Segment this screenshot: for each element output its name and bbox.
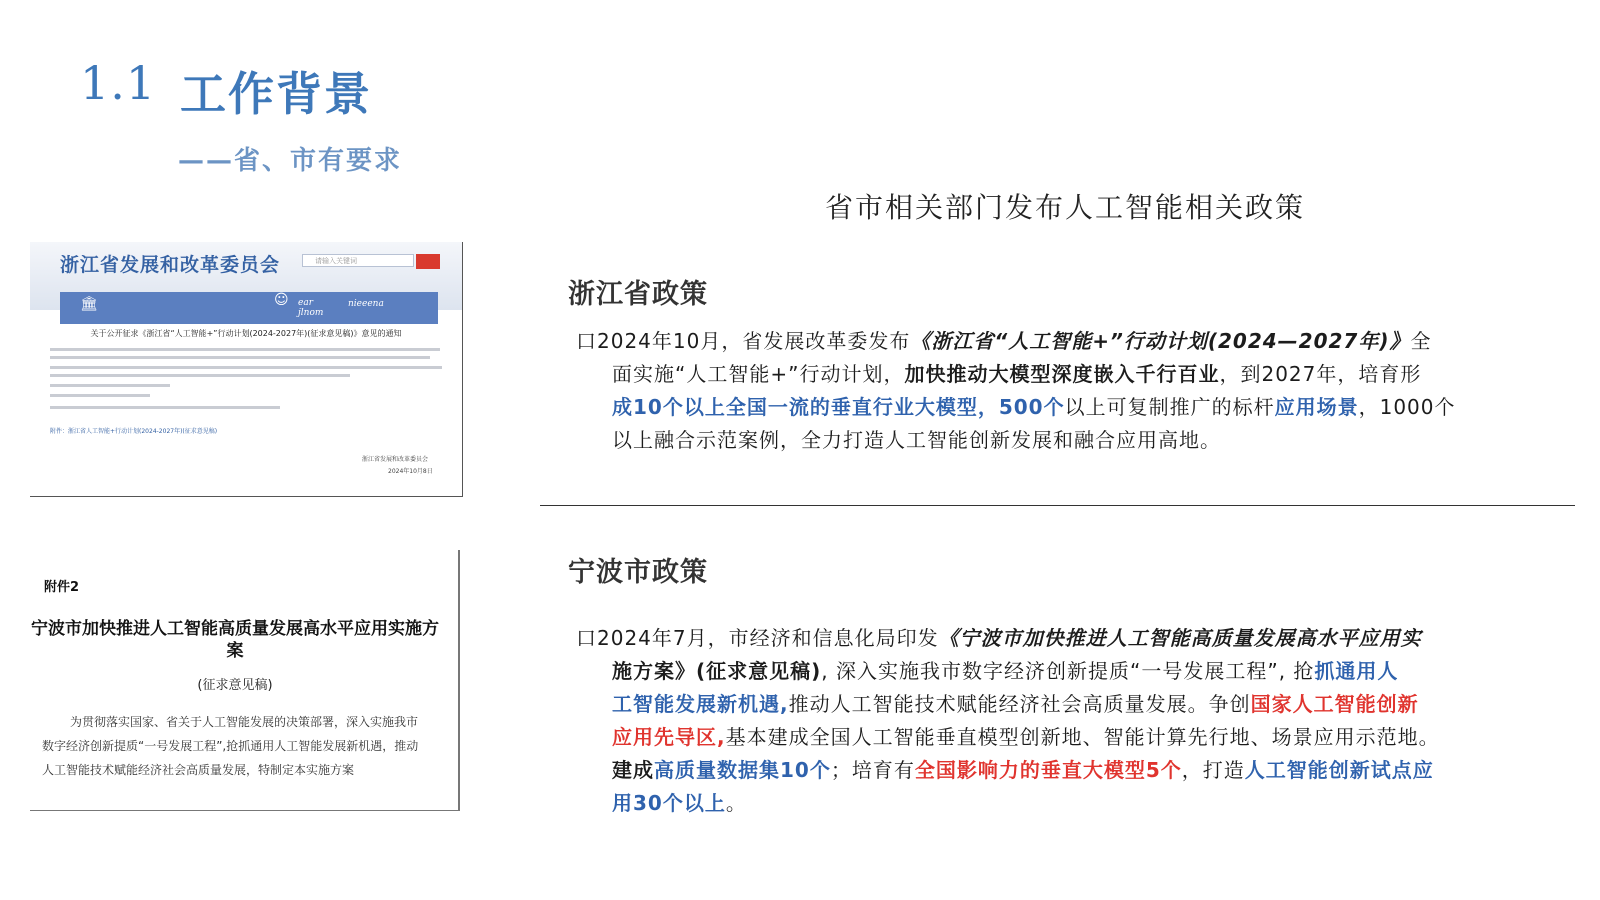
zj-highlight-llm: 加快推动大模型深度嵌入千行百业 bbox=[904, 362, 1220, 386]
nb-line-3 bbox=[576, 688, 1528, 721]
doc1-text-line bbox=[50, 356, 430, 359]
section-number: 1.1 bbox=[80, 56, 157, 110]
ningbo-policy-paragraph bbox=[576, 622, 1528, 820]
ningbo-plan-document-image bbox=[30, 550, 460, 811]
zj-highlight-scenes: 应用场景 bbox=[1274, 395, 1359, 419]
nb-highlight-vertical-models: 全国影响力的垂直大模型5个 bbox=[914, 758, 1182, 782]
nb-policy-title-1: 《宁波市加快推进人工智能高质量发展高水平应用实 bbox=[938, 626, 1422, 650]
section-divider bbox=[540, 505, 1575, 506]
doc1-text-line bbox=[50, 406, 280, 409]
nb-highlight-pilot-zone: 应用先导区, bbox=[612, 725, 726, 749]
nb-policy-title-2: 施方案》(征求意见稿) bbox=[612, 659, 822, 683]
doc1-text-line bbox=[50, 348, 440, 351]
nb-text-19: 。 bbox=[725, 791, 747, 815]
nb-line-2 bbox=[576, 655, 1528, 688]
nb-text-12: 建成 bbox=[612, 758, 654, 782]
nb-highlight-pilots-count: 用30个以上 bbox=[612, 791, 726, 815]
nb-line-6 bbox=[576, 787, 1528, 820]
doc1-search-button bbox=[416, 254, 440, 269]
nb-highlight-opportunity: 工智能发展新机遇, bbox=[612, 692, 789, 716]
doc1-org-name: 浙江省发展和改革委员会 bbox=[60, 254, 281, 276]
nb-text-1: 口2024年7月，市经济和信息化局印发 bbox=[576, 626, 939, 650]
doc2-title: 宁波市加快推进人工智能高质量发展高水平应用实施方案 bbox=[31, 619, 439, 661]
zj-text-8: 以上可复制推广的标杆 bbox=[1064, 395, 1275, 419]
doc2-attachment-label: 附件2 bbox=[44, 580, 80, 595]
doc1-text-line bbox=[50, 394, 150, 397]
doc1-signature-org: 浙江省发展和改革委员会 bbox=[362, 456, 429, 463]
zhejiang-policy-heading: 浙江省政策 bbox=[568, 279, 708, 310]
doc2-body: 为贯彻落实国家、省关于人工智能发展的决策部署，深入实施我市数字经济创新提质“一号发展工程”,抢抓通用人工智能发展新机遇，推动人工智能技术赋能经济社会高质量发展，特制定本实施方案 bbox=[42, 715, 419, 777]
zj-line-3 bbox=[576, 391, 1528, 424]
doc1-text-line bbox=[50, 374, 350, 377]
zj-highlight-models: 成10个以上全国一流的垂直行业大模型，500个 bbox=[612, 395, 1065, 419]
main-heading: 省市相关部门发布人工智能相关政策 bbox=[824, 191, 1305, 224]
nb-text-8: 推动人工智能技术赋能经济社会高质量发展。争创 bbox=[788, 692, 1251, 716]
nb-text-16: ，打造 bbox=[1181, 758, 1245, 782]
zj-text-10: ，1000个 bbox=[1358, 395, 1456, 419]
nb-highlight-datasets: 高质量数据集10个 bbox=[654, 758, 831, 782]
doc1-nav-handwriting-2: nieeena bbox=[348, 299, 384, 309]
doc2-subtitle: (征求意见稿) bbox=[197, 678, 273, 693]
nb-line-4 bbox=[576, 721, 1528, 754]
doc1-search-box: 请输入关键词 bbox=[302, 254, 414, 267]
nb-text-14: ；培育有 bbox=[830, 758, 915, 782]
ningbo-policy-heading: 宁波市政策 bbox=[568, 557, 708, 588]
zj-line-4: 以上融合示范案例，全力打造人工智能创新发展和融合应用高地。 bbox=[612, 428, 1221, 452]
nb-text-4: , 深入实施我市数字经济创新提质“一号发展工程” bbox=[821, 659, 1279, 683]
zj-text-3: 全 bbox=[1410, 329, 1432, 353]
doc1-notice-title: 关于公开征求《浙江省“人工智能+”行动计划(2024-2027年)(征求意见稿)》意见的通知 bbox=[90, 329, 402, 338]
zj-text-6: ，到2027年，培育形 bbox=[1219, 362, 1422, 386]
section-subtitle: ——省、市有要求 bbox=[178, 146, 403, 176]
nb-line-5 bbox=[576, 754, 1528, 787]
zj-text-1: 口2024年10月，省发展改革委发布 bbox=[576, 329, 911, 353]
zhejiang-drc-notice-image bbox=[30, 242, 463, 497]
nb-highlight-general-ai: 抓通用人 bbox=[1314, 659, 1399, 683]
doc1-text-line bbox=[50, 366, 442, 369]
doc1-signature-date: 2024年10月8日 bbox=[388, 468, 433, 475]
section-title: 工作背景 bbox=[180, 67, 372, 121]
zhejiang-policy-paragraph bbox=[576, 325, 1528, 457]
doc1-nav-handwriting-1: ear jlnom bbox=[298, 298, 324, 318]
nb-text-11: 基本建成全国人工智能垂直模型创新地、智能计算先行地、场景应用示范地。 bbox=[725, 725, 1440, 749]
zj-policy-title: 《浙江省“人工智能+”行动计划(2024—2027年)》 bbox=[910, 329, 1411, 353]
doc1-attachment-link: 附件：浙江省人工智能+行动计划(2024-2027年)(征求意见稿) bbox=[50, 428, 218, 435]
nb-text-5: , 抢 bbox=[1278, 659, 1315, 683]
doc1-text-line bbox=[50, 384, 170, 387]
nb-highlight-pilots: 人工智能创新试点应 bbox=[1244, 758, 1434, 782]
zj-line-2 bbox=[576, 358, 1528, 391]
person-icon: ☺ bbox=[274, 292, 289, 308]
zj-text-4: 面实施“人工智能+”行动计划， bbox=[612, 362, 905, 386]
nb-highlight-national-zone: 国家人工智能创新 bbox=[1250, 692, 1419, 716]
building-icon: 🏛 bbox=[80, 296, 98, 312]
